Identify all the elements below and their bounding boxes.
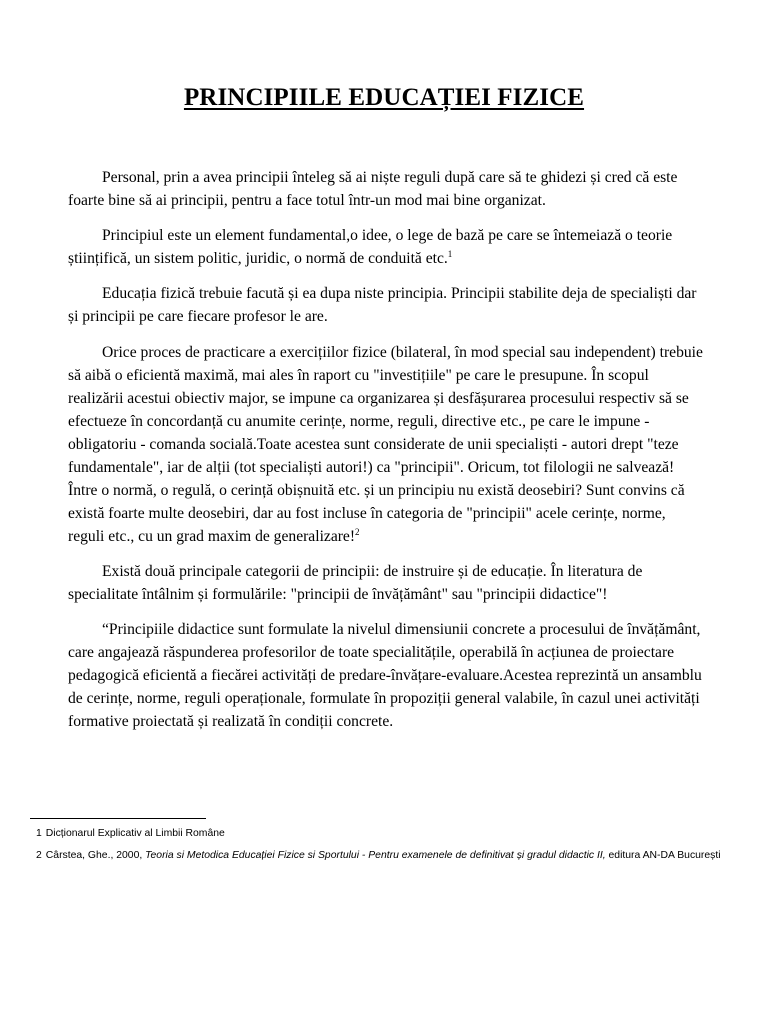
footnote-book-title: Teoria si Metodica Educației Fizice si Sportului - Pentru examenele de definitivat și gradul didactic II, (145, 850, 606, 861)
paragraph-3 (68, 282, 704, 328)
paragraph-6 (68, 618, 704, 733)
footnotes (36, 826, 756, 870)
paragraph-text: Principiul este un element fundamental,o idee, o lege de bază pe care se întemeiază o teorie științifică, un sistem politic, juridic, o normă de conduită etc. (68, 227, 673, 267)
paragraph-1 (68, 166, 704, 212)
paragraph-text: Orice proces de practicare a exercițiilor fizice (bilateral, în mod special sau independent) trebuie să aibă o eficientă maximă, mai ales în raport cu "investițiile" pe care le presupune. În scopul realizării acestui obiectiv major, se impune ca organizarea și desfășurarea procesului respectiv să se efectueze în concordanță cu anumite cerințe, norme, reguli, directive etc., pe care le impune - obligatoriu - comanda socială.Toate acestea sunt considerate de unii specialiști - autori drept "teze fundamentale", iar de alții (tot specialiști autori!) ca "principii". Oricum, tot filologii ne salvează! Între o normă, o regulă, o cerință obișnuită etc. și un principiu nu există deosebiri? Sunt convins că există foarte multe deosebiri, dar au fost incluse în categoria de "principii" acele cerințe, norme, reguli etc., cu un grad maxim de generalizare! (68, 344, 703, 545)
page-title: PRINCIPIILE EDUCAȚIEI FIZICE (183, 84, 585, 111)
document-body (68, 166, 704, 745)
footnote-citation-suffix: editura AN-DA București (605, 850, 721, 861)
paragraph-text: Există două principale categorii de principii: de instruire și de educație. În literatura de specialitate întâlnim și formulările: "principii de învățământ" sau "principii didactice"! (68, 563, 643, 603)
footnote-text: Dicționarul Explicativ al Limbii Române (45, 828, 225, 839)
footnote-2 (36, 848, 756, 864)
paragraph-2 (68, 224, 704, 270)
footnote-1 (36, 826, 756, 842)
paragraph-4 (68, 341, 704, 548)
footnote-number: 2 (36, 850, 42, 861)
paragraph-text: Educația fizică trebuie facută și ea dupa niste principia. Principii stabilite deja de specialiști dar și principii pe care fiecare profesor le are. (68, 285, 697, 325)
paragraph-5 (68, 560, 704, 606)
footnote-ref-1[interactable]: 1 (447, 248, 453, 259)
paragraph-text: “Principiile didactice sunt formulate la nivelul dimensiunii concrete a procesului de învățământ, care angajează răspunderea profesorilor de toate specialitățile, operabilă în acțiunea de proiectare pedagogică eficientă a fiecărei activități de predare-învățare-evaluare.Acestea reprezintă un ansamblu de cerințe, norme, reguli operaționale, formulate în propoziții general valabile, în cazul unei activități formative proiectată și realizată în condiții concrete. (68, 621, 702, 730)
footnote-number: 1 (36, 828, 42, 839)
footnote-separator (30, 818, 206, 819)
footnote-citation-prefix: Cârstea, Ghe., 2000, (45, 850, 146, 861)
footnote-ref-2[interactable]: 2 (355, 526, 360, 537)
paragraph-text: Personal, prin a avea principii înteleg să ai niște reguli după care să te ghidezi și cred că este foarte bine să ai principii, pentru a face totul într-un mod mai bine organizat. (68, 169, 678, 209)
